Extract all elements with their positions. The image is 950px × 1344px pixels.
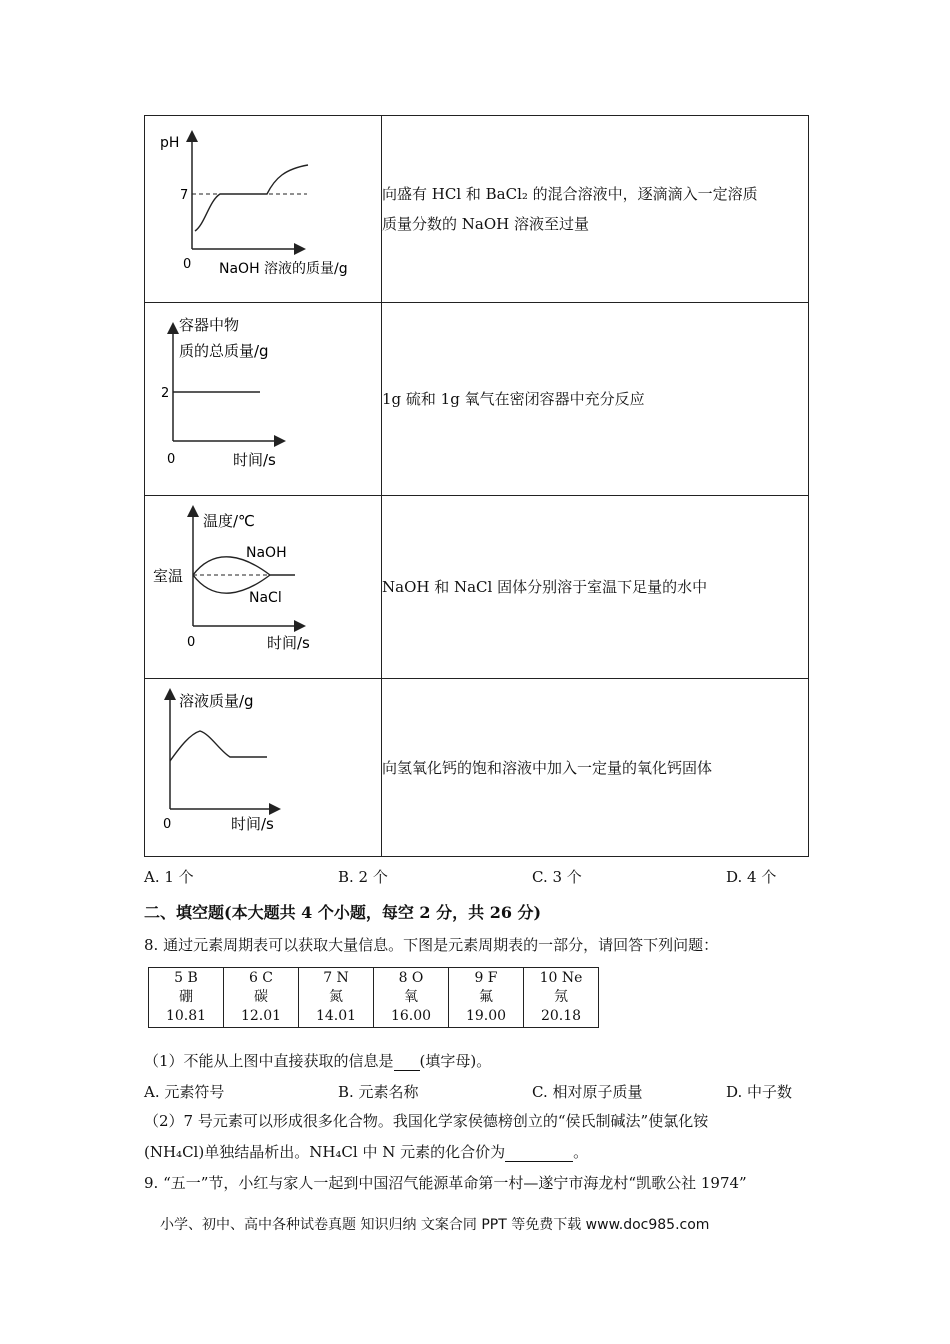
element-cell-o: 8 O 氧 16.00 — [374, 968, 449, 1028]
question-9-line-1: 9. “五一”节，小红与家人一起到中国沼气能源革命第一村—遂宁市海龙村“凯歌公社 1974” — [144, 1174, 747, 1192]
graph-cell — [145, 303, 382, 496]
curve-label-nacl: NaCl — [249, 590, 282, 606]
ph-graph — [145, 116, 381, 298]
origin-label: 0 — [163, 817, 172, 832]
element-cell-ne: 10 Ne 氖 20.18 — [524, 968, 599, 1028]
graph-cell — [145, 496, 382, 679]
description-cell — [382, 303, 809, 496]
option-c[interactable]: C. 3 个 — [532, 868, 582, 886]
curve-label-naoh: NaOH — [246, 545, 287, 561]
description-line: 质量分数的 NaOH 溶液至过量 — [382, 215, 589, 233]
question-8-2-text-end: 。 — [573, 1143, 589, 1161]
question-8-intro: 8. 通过元素周期表可以获取大量信息。下图是元素周期表的一部分，请回答下列问题： — [144, 936, 719, 954]
option-d[interactable]: D. 中子数 — [726, 1083, 793, 1101]
table-row — [145, 496, 809, 679]
description-line: 向氢氧化钙的饱和溶液中加入一定量的氧化钙固体 — [382, 758, 713, 777]
question-8-2-line-1: （2）7 号元素可以形成很多化合物。我国化学家侯德榜创立的“侯氏制碱法”使氯化铵 — [144, 1112, 709, 1130]
question-8-1-text: （1）不能从上图中直接获取的信息是 — [144, 1052, 394, 1070]
option-d[interactable]: D. 4 个 — [726, 868, 777, 886]
description-cell — [382, 679, 809, 857]
solution-mass-graph — [145, 679, 381, 852]
page-footer: 小学、初中、高中各种试卷真题 知识归纳 文案合同 PPT 等免费下载 www.doc985.com — [160, 1217, 710, 1233]
periodic-table-fragment — [148, 967, 599, 1028]
option-c[interactable]: C. 相对原子质量 — [532, 1083, 643, 1101]
element-cell-b: 5 B 硼 10.81 — [149, 968, 224, 1028]
question-8-2-text: (NH₄Cl)单独结晶析出。NH₄Cl 中 N 元素的化合价为 — [144, 1143, 506, 1161]
table-row — [145, 303, 809, 496]
answer-blank[interactable] — [505, 1143, 573, 1162]
element-cell-f: 9 F 氟 19.00 — [449, 968, 524, 1028]
element-cell-c: 6 C 碳 12.01 — [224, 968, 299, 1028]
origin-label: 0 — [187, 635, 196, 650]
y-axis-label: 容器中物 — [179, 316, 240, 334]
description-line: 向盛有 HCl 和 BaCl₂ 的混合溶液中，逐滴滴入一定溶质 — [382, 185, 758, 203]
question-8-2-line-2 — [144, 1141, 588, 1162]
option-a[interactable]: A. 1 个 — [144, 868, 194, 886]
graph-cell — [145, 116, 382, 303]
section-title: 二、填空题(本大题共 4 个小题，每空 2 分，共 26 分) — [144, 903, 542, 922]
question-8-1 — [144, 1050, 491, 1071]
x-axis-label: 时间/s — [267, 634, 310, 652]
x-axis-label: 时间/s — [233, 451, 276, 469]
y-axis-label: 质的总质量/g — [179, 342, 269, 360]
y-tick-label: 室温 — [153, 567, 184, 585]
description-line: NaOH 和 NaCl 固体分别溶于室温下足量的水中 — [382, 578, 708, 596]
origin-label: 0 — [167, 452, 176, 467]
y-tick-label: 2 — [161, 386, 170, 401]
question-8-1-text-end: (填字母)。 — [419, 1052, 492, 1070]
option-b[interactable]: B. 2 个 — [338, 868, 388, 886]
description-cell — [382, 116, 809, 303]
y-axis-label: 温度/℃ — [203, 512, 255, 530]
description-cell — [382, 496, 809, 679]
y-tick-label: 7 — [180, 188, 189, 203]
y-axis-label: 溶液质量/g — [179, 692, 254, 710]
description-line: 1g 硫和 1g 氧气在密闭容器中充分反应 — [382, 390, 645, 408]
answer-blank[interactable] — [394, 1052, 420, 1071]
x-axis-label: NaOH 溶液的质量/g — [219, 261, 348, 277]
option-a[interactable]: A. 元素符号 — [144, 1083, 225, 1101]
origin-label: 0 — [183, 257, 192, 272]
graph-cell — [145, 679, 382, 857]
graph-question-table — [144, 115, 809, 857]
y-axis-label: pH — [160, 135, 180, 151]
x-axis-label: 时间/s — [231, 815, 274, 833]
table-row — [145, 679, 809, 857]
table-row — [145, 116, 809, 303]
option-b[interactable]: B. 元素名称 — [338, 1083, 419, 1101]
periodic-row — [149, 968, 599, 1028]
mass-time-graph — [145, 303, 381, 491]
element-cell-n: 7 N 氮 14.01 — [299, 968, 374, 1028]
temperature-graph — [145, 496, 381, 674]
